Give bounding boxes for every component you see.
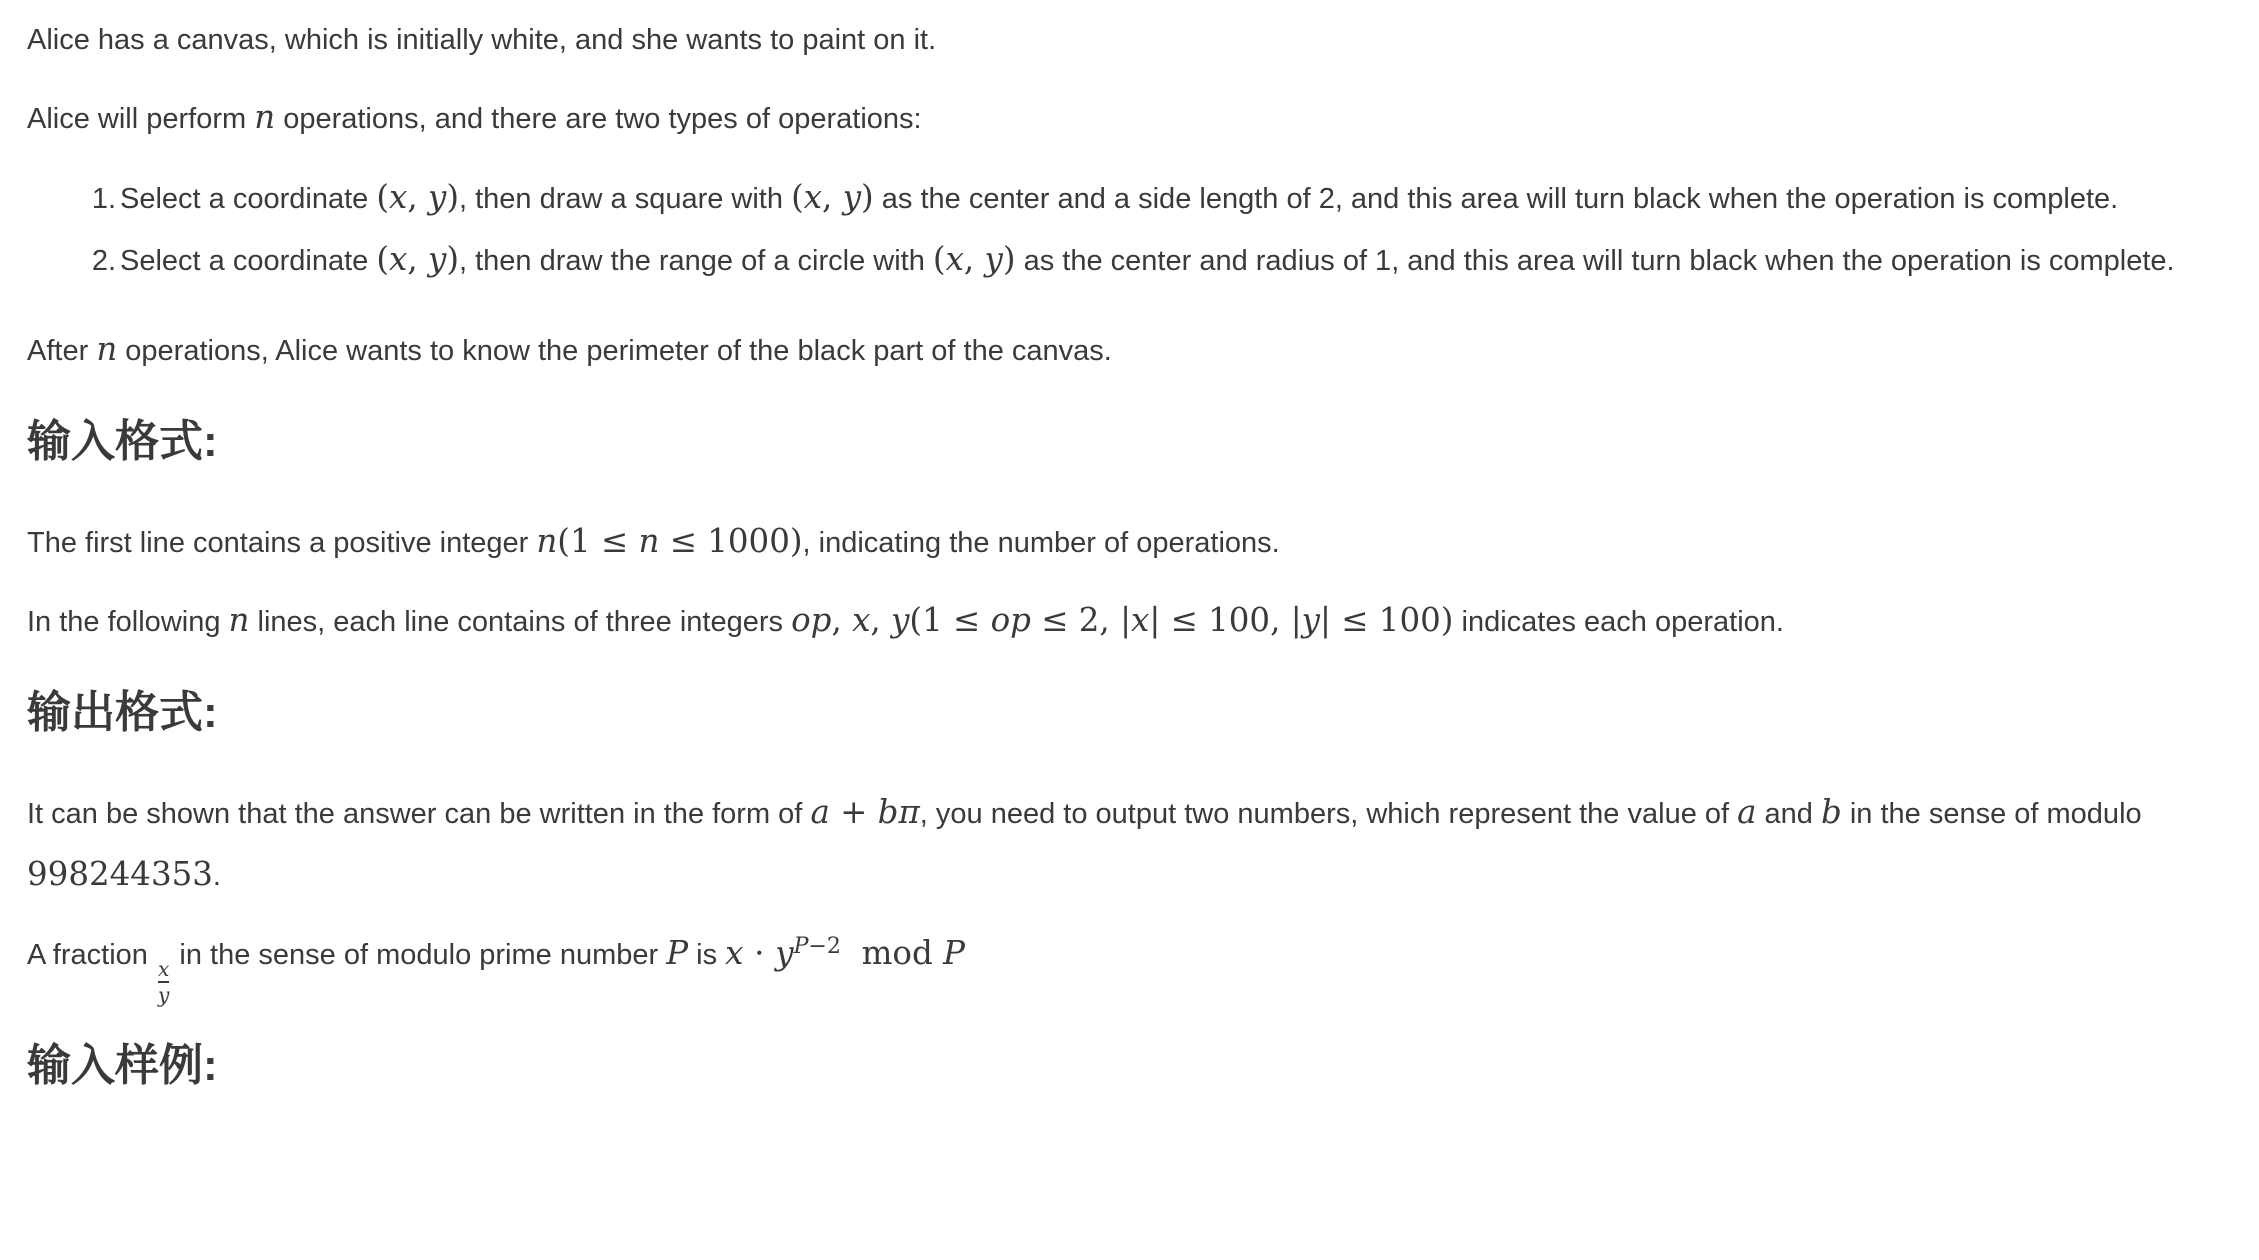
math-fraction-x-over-y: $\frac{x}{y}$ [157,956,170,1008]
statement-intro-paragraph [27,9,2233,71]
text-run: It can be shown that the answer can be written in the form of [27,797,811,830]
text-run: in the sense of modulo prime number [171,939,667,972]
input-line1-paragraph [27,512,2233,574]
math-coordinate: (x, y) [376,240,459,279]
text-run: in the sense of modulo [1841,797,2142,830]
text-run: indicates each operation. [1453,606,1784,639]
operation-item-square [91,168,2233,230]
math-coordinate: (x, y) [791,177,874,216]
text-run: The first line contains a positive integer [27,526,537,559]
statement-goal-paragraph [27,320,2233,382]
text-run: lines, each line contains of three integers [249,606,792,639]
list-item-number: 1. [91,182,116,215]
math-n-range: n(1 ≤ n ≤ 1000) [536,521,803,560]
text-run: , then draw the range of a circle with [458,245,933,278]
text-run: , you need to output two numbers, which represent the value of [919,797,1738,830]
math-inverse-formula: $x \cdot y^{P-2}$ mod P [725,934,965,973]
list-item-number: 2. [91,245,116,278]
math-coordinate: (x, y) [376,177,459,216]
statement-operations-intro-paragraph [27,88,2233,150]
text-run: , indicating the number of operations. [802,526,1280,559]
math-a: a [1737,792,1757,831]
text-run: Alice has a canvas, which is initially white, and she wants to paint on it. [27,24,937,56]
input-lines-paragraph [27,591,2233,653]
math-modulus: 998244353 [27,855,213,894]
math-P: P [666,934,689,973]
text-run: In the following [27,606,229,639]
text-run: , then draw a square with [458,182,792,215]
operation-item-circle [91,230,2233,292]
clipped-sample-heading: 输入样例: [27,1040,218,1090]
text-run: Select a coordinate [120,182,377,215]
text-run: . [212,860,221,893]
text-run: Select a coordinate [120,245,377,278]
text-run: A fraction [27,939,156,972]
text-run: as the center and radius of 1, and this area will turn black when the operation is complete. [1015,245,2175,278]
text-run: operations, and there are two types of operations: [275,103,922,136]
math-a-plus-b-pi: a + bπ [810,792,920,831]
text-run: operations, Alice wants to know the perimeter of the black part of the canvas. [117,335,1112,368]
math-n: n [254,98,276,137]
text-run: Alice will perform [27,103,255,136]
text-run: is [688,939,726,972]
math-op-constraints: op, x, y(1 ≤ op ≤ 2, |x| ≤ 100, |y| ≤ 100) [791,601,1454,640]
math-n: n [96,330,118,369]
text-run: After [27,335,97,368]
math-n: n [228,601,250,640]
output-fraction-paragraph [27,924,2233,1006]
math-coordinate: (x, y) [932,240,1016,279]
operations-list [27,168,2233,293]
text-run: as the center and a side length of 2, and this area will turn black when the operation is complete. [873,182,2119,215]
text-run: and [1756,797,1821,830]
output-answer-paragraph [27,783,2233,908]
output-format-heading: 输出格式: [27,687,218,737]
math-b: b [1820,792,1842,831]
input-format-heading: 输入格式: [27,416,218,466]
